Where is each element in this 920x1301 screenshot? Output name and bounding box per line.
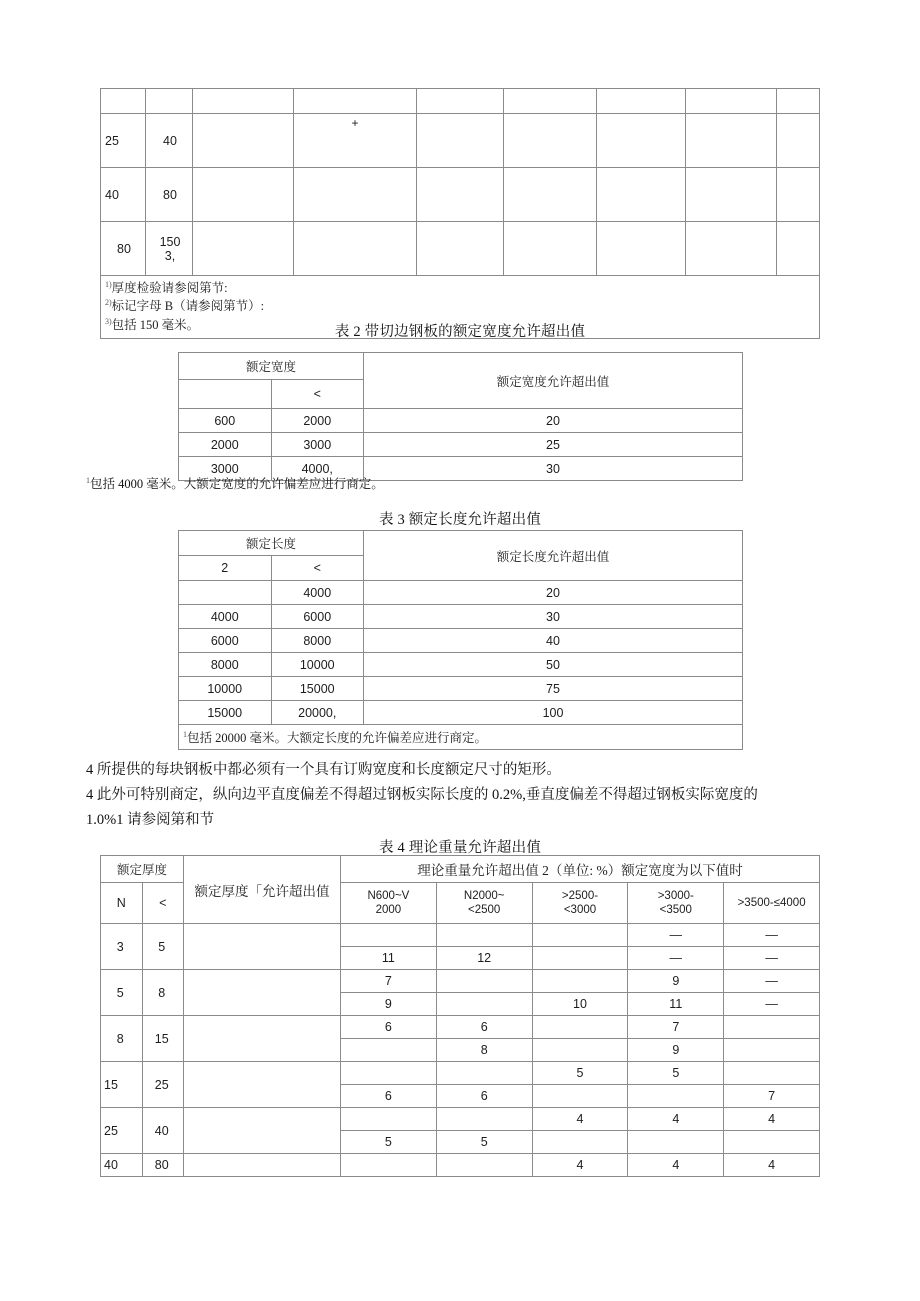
cell (777, 89, 820, 114)
thickness-to: 40 (142, 1108, 184, 1154)
weight-value (341, 924, 437, 947)
cell (686, 222, 777, 276)
weight-value: 6 (436, 1085, 532, 1108)
weight-value: 6 (341, 1085, 437, 1108)
table-4-caption: 表 4 理论重量允许超出值 (378, 840, 542, 856)
thickness-from: 25 (101, 1108, 143, 1154)
width-tolerance: 25 (364, 433, 743, 457)
cell (597, 89, 686, 114)
width-to: 4000, (271, 457, 364, 481)
table-row (179, 677, 743, 701)
table-3-value-header: 额定长度允许超出值 (364, 531, 743, 581)
table-4-thickness-to-header: < (142, 883, 184, 924)
cell (686, 89, 777, 114)
thickness-to: 15 (142, 1016, 184, 1062)
cell (597, 114, 686, 168)
note-line: $^{3)}$包括 150 毫米。 (105, 316, 200, 332)
cell (294, 168, 417, 222)
thickness-to: 80 (142, 1154, 184, 1177)
width-from: 3000 (179, 457, 272, 481)
length-to: 15000 (271, 677, 364, 701)
paragraph-marker: 4 (86, 787, 94, 803)
width-tolerance: 30 (364, 457, 743, 481)
cell (777, 114, 820, 168)
weight-value: 4 (628, 1154, 724, 1177)
weight-value: 7 (628, 1016, 724, 1039)
table-4-width-col-5-header (724, 883, 820, 924)
weight-value: 6 (341, 1016, 437, 1039)
cell (101, 89, 146, 114)
weight-value (532, 1085, 628, 1108)
table-3-footnote: $^1$包括 20000 毫米。大额定长度的允许偏差应进行商定。 (179, 725, 743, 750)
note-text: 包括 150 毫米。 (111, 317, 200, 332)
table-2-caption: 表 2 带切边钢板的额定宽度允许超出值 (334, 324, 586, 340)
table-4-weight-group-header: 理论重量允许超出值 2（单位: %）额定宽度为以下值时 (341, 856, 820, 883)
width-tolerance: 20 (364, 409, 743, 433)
width-from: 600 (179, 409, 272, 433)
paragraph-marker: 4 (86, 762, 94, 778)
length-to: 4000 (271, 581, 364, 605)
cell (417, 168, 504, 222)
table-4-width-col-4-header (628, 883, 724, 924)
thickness-tolerance (184, 1154, 341, 1177)
table-row (101, 970, 820, 993)
cell (504, 114, 597, 168)
cell (193, 114, 294, 168)
weight-value (436, 970, 532, 993)
weight-value (532, 1131, 628, 1154)
label-line: <3000 (563, 904, 597, 916)
table-4-width-col-3-header (532, 883, 628, 924)
weight-value: — (628, 924, 724, 947)
table-3-footnote-text: 包括 20000 毫米。大额定长度的允许偏差应进行商定。 (187, 731, 488, 745)
weight-value: 5 (436, 1131, 532, 1154)
label-line: >3000- (657, 889, 694, 902)
weight-value: — (724, 993, 820, 1016)
label-line: 2000 (375, 904, 402, 916)
cell (777, 168, 820, 222)
weight-value (532, 1016, 628, 1039)
thickness-from: 3 (101, 924, 143, 970)
table-3-group-header: 额定长度 (179, 531, 364, 556)
weight-value: 6 (436, 1016, 532, 1039)
length-to: 8000 (271, 629, 364, 653)
length-from: 8000 (179, 653, 272, 677)
weight-value (724, 1062, 820, 1085)
thickness-to-line2: 3, (164, 248, 176, 263)
table-4 (100, 855, 820, 1177)
length-to: 6000 (271, 605, 364, 629)
table-2-footnote: $^1$包括 4000 毫米。大额定宽度的允许偏差应进行商定。 (86, 475, 384, 491)
thickness-to (146, 222, 193, 276)
paragraph-straightness-tolerance (86, 783, 758, 804)
width-from: 2000 (179, 433, 272, 457)
weight-value (628, 1131, 724, 1154)
table-row (179, 581, 743, 605)
table-4-width-col-2-header (436, 883, 532, 924)
length-to: 20000, (271, 701, 364, 725)
cell-plus: + (294, 114, 417, 168)
cell (504, 168, 597, 222)
cell (417, 222, 504, 276)
thickness-to: 8 (142, 970, 184, 1016)
table-row (179, 701, 743, 725)
thickness-from: 5 (101, 970, 143, 1016)
cell (777, 222, 820, 276)
note-line: $^{2)}$标记字母 B（请参阅第节）: (105, 298, 265, 314)
table-4-tolerance-header: 额定厚度「允许超出值 (184, 856, 341, 924)
weight-value (341, 1039, 437, 1062)
thickness-tolerance (184, 1062, 341, 1108)
table-2-group-header: 额定宽度 (179, 353, 364, 380)
table-row (179, 433, 743, 457)
table-2-subheader-to: < (271, 380, 364, 409)
weight-value: — (724, 924, 820, 947)
weight-value: — (628, 947, 724, 970)
weight-value (341, 1062, 437, 1085)
weight-value: 4 (724, 1154, 820, 1177)
table-row (101, 222, 820, 276)
weight-value (436, 1108, 532, 1131)
paragraph-text: 1.0%1 请参阅第和节 (86, 812, 215, 828)
table-row (101, 924, 820, 947)
weight-value (532, 924, 628, 947)
paragraph-text: 此外可特别商定，纵向边平直度偏差不得超过钢板实际长度的 0.2%,垂直度偏差不得超过钢板实际宽度的 (96, 787, 758, 803)
note-text: 厚度检验请参阅第节: (111, 281, 228, 296)
weight-value (724, 1016, 820, 1039)
note-text: 标记字母 B（请参阅第节）: (111, 299, 265, 314)
weight-value (532, 970, 628, 993)
cell (686, 168, 777, 222)
thickness-to: 80 (146, 168, 193, 222)
weight-value (436, 924, 532, 947)
label-line: >2500- (561, 889, 599, 902)
label-line: >3500-≤4000 (737, 896, 806, 909)
thickness-from: 40 (101, 168, 146, 222)
weight-value: 12 (436, 947, 532, 970)
table-row (179, 605, 743, 629)
cell (146, 89, 193, 114)
cell (417, 114, 504, 168)
length-from: 4000 (179, 605, 272, 629)
table-4-thickness-from-header: N (101, 883, 143, 924)
cell (504, 222, 597, 276)
label-line: N600~V (367, 889, 410, 902)
weight-value: 9 (628, 1039, 724, 1062)
weight-value: 7 (341, 970, 437, 993)
cell (294, 222, 417, 276)
length-tolerance: 75 (364, 677, 743, 701)
table-row (179, 653, 743, 677)
table-2-value-header: 额定宽度允许超出值 (364, 353, 743, 409)
weight-value: 8 (436, 1039, 532, 1062)
length-from (179, 581, 272, 605)
weight-value (436, 1062, 532, 1085)
table-3-subheader-from: 2 (179, 556, 272, 581)
cell (193, 222, 294, 276)
table-4-width-col-1-header (341, 883, 437, 924)
cell (417, 89, 504, 114)
table-row (101, 114, 820, 168)
table-row (101, 89, 820, 114)
length-tolerance: 30 (364, 605, 743, 629)
weight-value: 5 (628, 1062, 724, 1085)
weight-value (532, 947, 628, 970)
table-row (179, 629, 743, 653)
table-4-thickness-group-header: 额定厚度 (101, 856, 184, 883)
weight-value (532, 1039, 628, 1062)
length-tolerance: 20 (364, 581, 743, 605)
paragraph-straightness-tolerance-cont (86, 808, 214, 829)
weight-value (436, 993, 532, 1016)
table-row (179, 409, 743, 433)
thickness-from: 80 (101, 222, 146, 276)
length-from: 15000 (179, 701, 272, 725)
cell (193, 89, 294, 114)
label-line: <3500 (659, 904, 692, 916)
width-to: 3000 (271, 433, 364, 457)
paragraph-text: 所提供的每块钢板中都必须有一个具有订购宽度和长度额定尺寸的矩形。 (96, 762, 561, 778)
thickness-to: 5 (142, 924, 184, 970)
thickness-to-line1: 150 (159, 234, 181, 249)
length-tolerance: 100 (364, 701, 743, 725)
thickness-from: 15 (101, 1062, 143, 1108)
table-row (101, 1062, 820, 1085)
length-from: 6000 (179, 629, 272, 653)
table-row (101, 1108, 820, 1131)
thickness-to: 40 (146, 114, 193, 168)
paragraph-rectangle-requirement (86, 758, 561, 779)
cell (294, 89, 417, 114)
weight-value: 4 (532, 1154, 628, 1177)
length-tolerance: 40 (364, 629, 743, 653)
weight-value (724, 1131, 820, 1154)
length-from: 10000 (179, 677, 272, 701)
thickness-tolerance (184, 1108, 341, 1154)
weight-value (724, 1039, 820, 1062)
table-row (179, 353, 743, 380)
weight-value: 9 (341, 993, 437, 1016)
table-row (179, 531, 743, 556)
label-line: <2500 (468, 904, 501, 916)
weight-value (341, 1108, 437, 1131)
table-3 (178, 530, 743, 750)
table-2 (178, 352, 743, 481)
weight-value: 10 (532, 993, 628, 1016)
weight-value (341, 1154, 437, 1177)
table-row (101, 1016, 820, 1039)
cell (597, 222, 686, 276)
length-to: 10000 (271, 653, 364, 677)
cell (504, 89, 597, 114)
thickness-tolerance (184, 924, 341, 970)
thickness-from: 40 (101, 1154, 143, 1177)
table-3-caption: 表 3 额定长度允许超出值 (378, 512, 542, 528)
table-row (101, 856, 820, 883)
thickness-tolerance (184, 970, 341, 1016)
table-3-subheader-to: < (271, 556, 364, 581)
weight-value: 4 (724, 1108, 820, 1131)
length-tolerance: 50 (364, 653, 743, 677)
table-row (101, 168, 820, 222)
weight-value: 11 (341, 947, 437, 970)
cell (686, 114, 777, 168)
thickness-from: 25 (101, 114, 146, 168)
thickness-to: 25 (142, 1062, 184, 1108)
weight-value: 11 (628, 993, 724, 1016)
table-row (101, 1154, 820, 1177)
label-line: N2000~ (463, 889, 505, 902)
table-1-continued (100, 88, 820, 339)
weight-value: 5 (532, 1062, 628, 1085)
table-2-subheader-from (179, 380, 272, 409)
table-2-footnote-text: 包括 4000 毫米。大额定宽度的允许偏差应进行商定。 (90, 477, 384, 491)
weight-value: 5 (341, 1131, 437, 1154)
thickness-tolerance (184, 1016, 341, 1062)
weight-value: 4 (532, 1108, 628, 1131)
weight-value (628, 1085, 724, 1108)
note-line: $^{1)}$厚度检验请参阅第节: (105, 280, 228, 296)
weight-value: — (724, 947, 820, 970)
table-footnote-row (179, 725, 743, 750)
weight-value: 4 (628, 1108, 724, 1131)
width-to: 2000 (271, 409, 364, 433)
cell (193, 168, 294, 222)
cell (597, 168, 686, 222)
weight-value (436, 1154, 532, 1177)
weight-value: 9 (628, 970, 724, 993)
thickness-from: 8 (101, 1016, 143, 1062)
weight-value: 7 (724, 1085, 820, 1108)
weight-value: — (724, 970, 820, 993)
